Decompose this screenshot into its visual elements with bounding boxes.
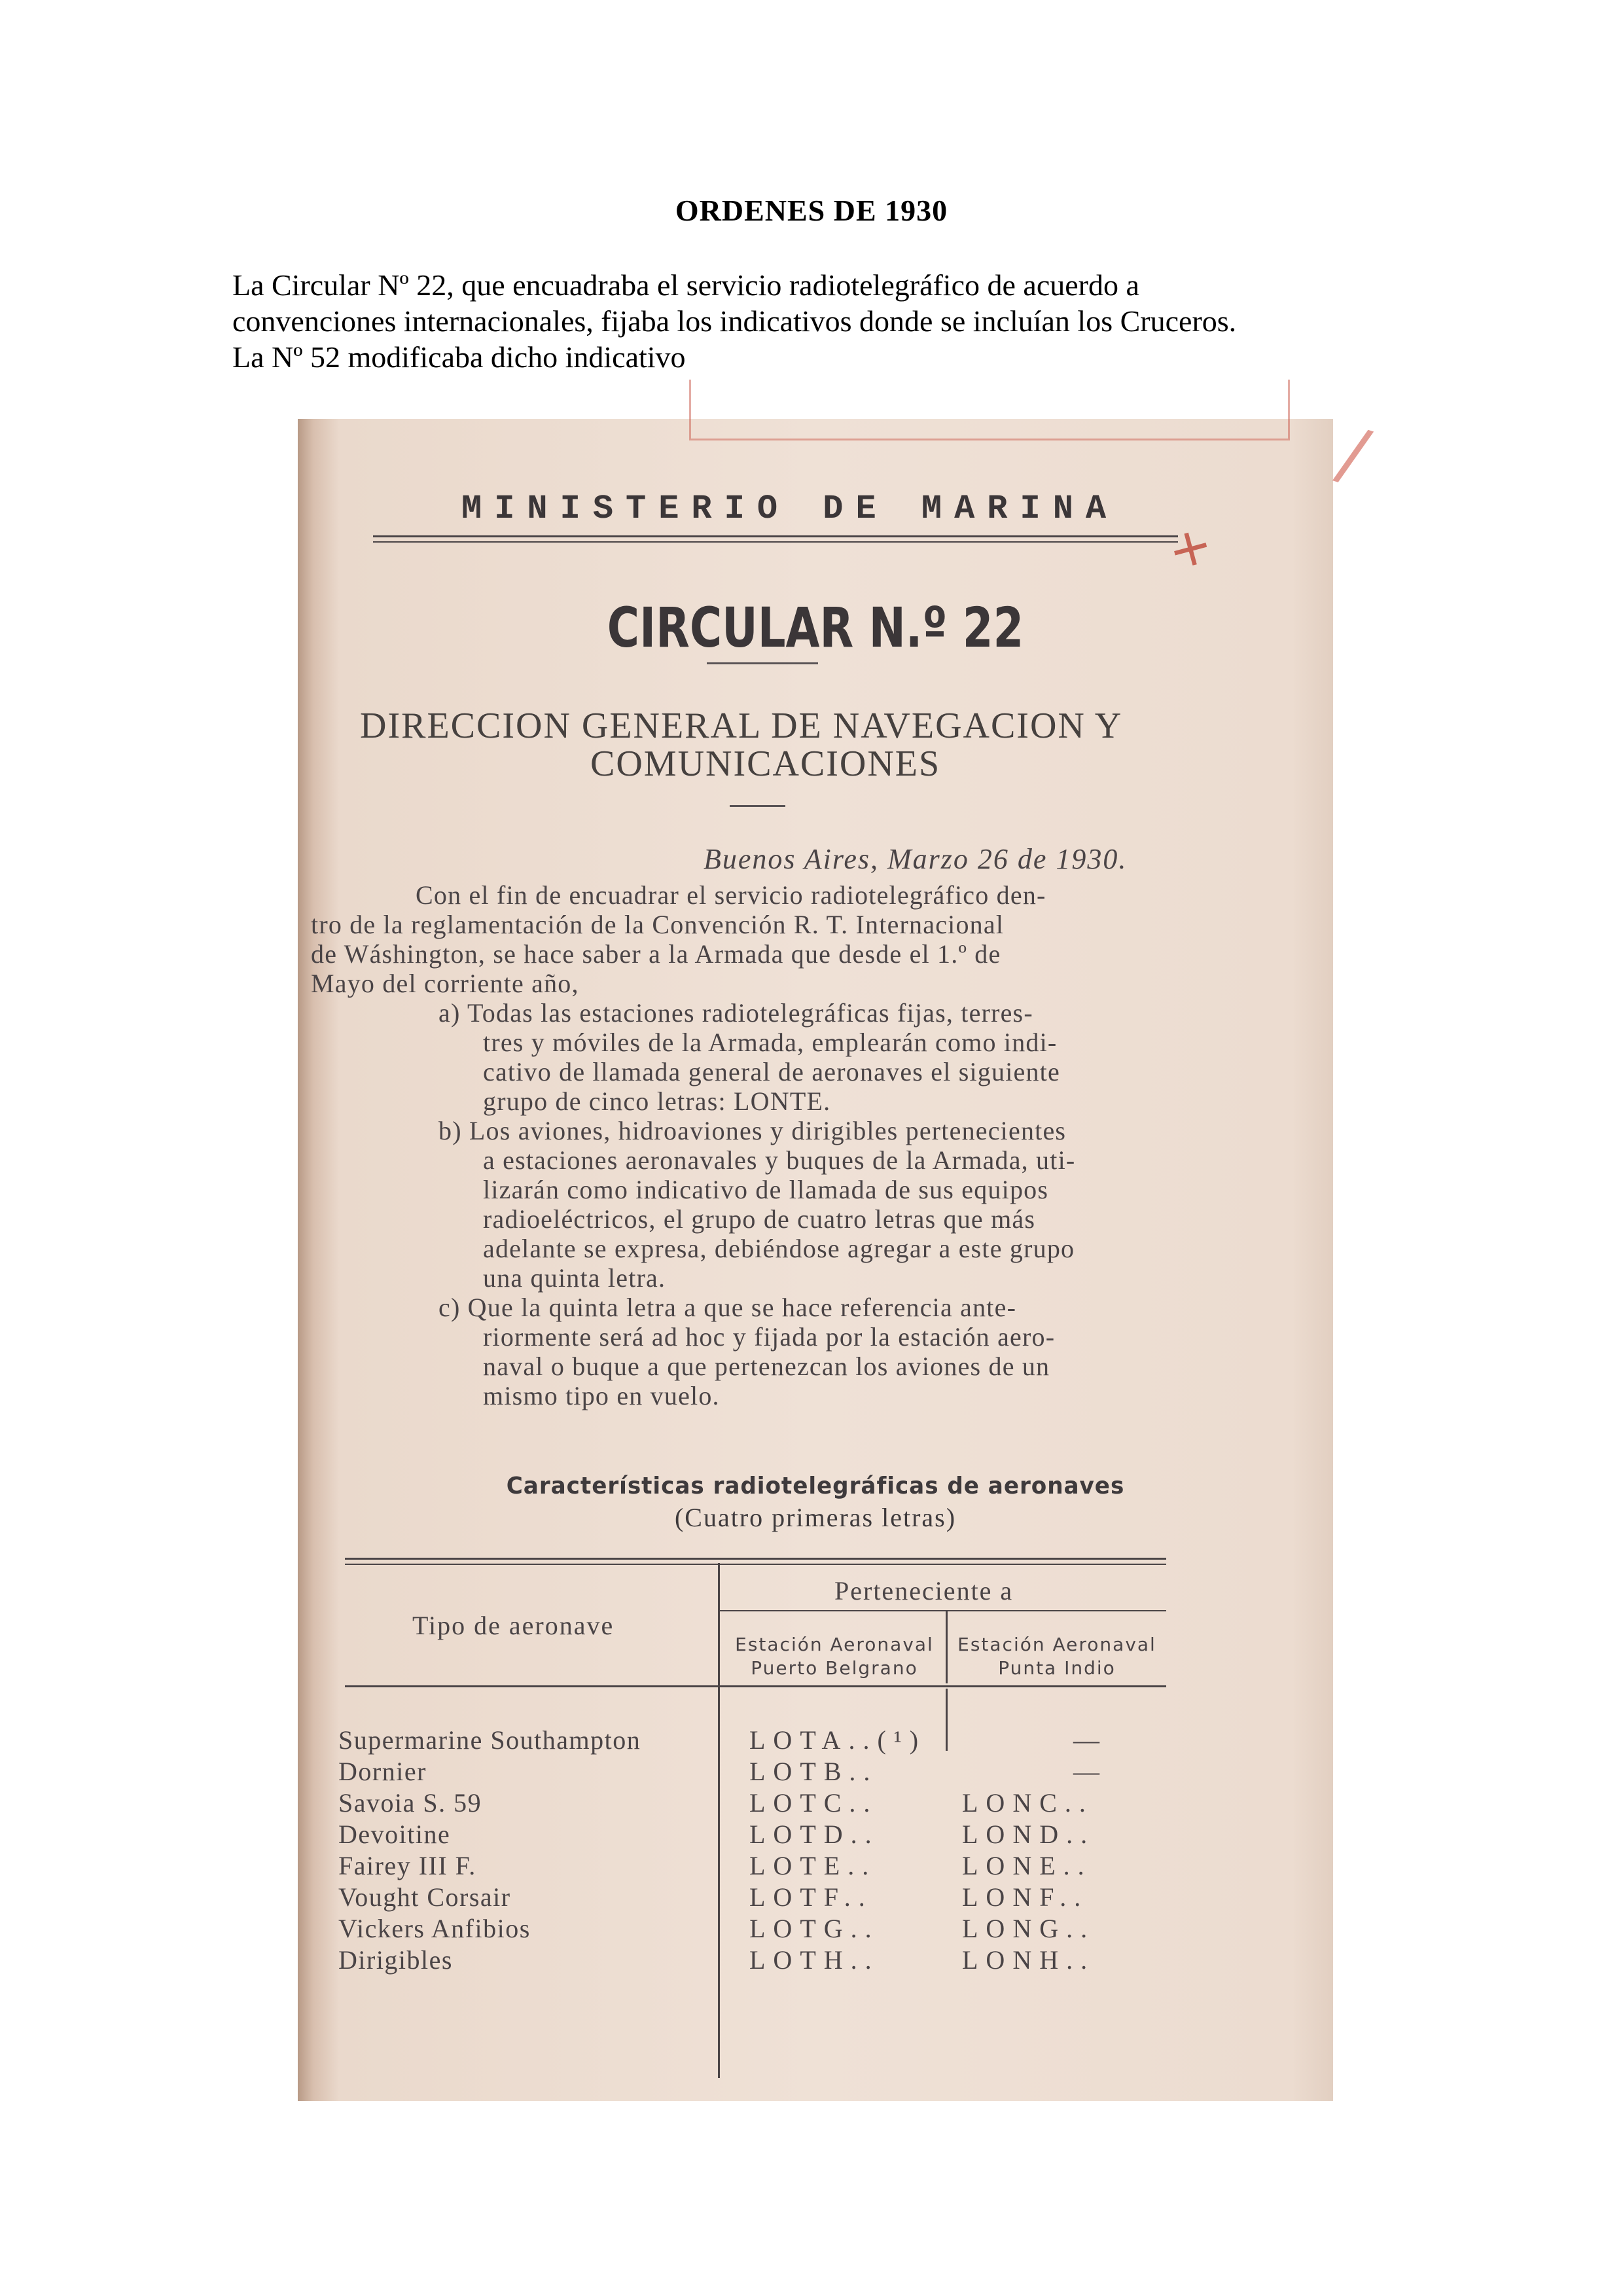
stamp-mark bbox=[689, 380, 1290, 440]
table-row bbox=[298, 1882, 1333, 1913]
cell-puerto-belgrano: LOTC.. bbox=[749, 1788, 878, 1818]
body-line: tres y móviles de la Armada, emplearán como indi- bbox=[483, 1028, 1058, 1057]
divider bbox=[730, 805, 785, 807]
cell-punta-indio: — bbox=[1073, 1757, 1099, 1786]
cell-punta-indio: LONG.. bbox=[962, 1914, 1096, 1943]
direccion-heading bbox=[360, 707, 1122, 783]
body-line: cativo de llamada general de aeronaves el siguiente bbox=[483, 1057, 1060, 1086]
table-row bbox=[298, 1945, 1333, 1976]
cell-puerto-belgrano: LOTE.. bbox=[749, 1851, 877, 1880]
column-divider bbox=[946, 1611, 948, 1683]
intro-line: convenciones internacionales, fijaba los indicativos donde se incluían los Cruceros. bbox=[232, 304, 1237, 338]
body-line: una quinta letra. bbox=[483, 1263, 666, 1293]
cell-punta-indio: — bbox=[1073, 1725, 1099, 1755]
header-line: Punta Indio bbox=[998, 1657, 1116, 1679]
handwritten-cross-mark: + bbox=[1161, 512, 1219, 583]
cell-puerto-belgrano: LOTH.. bbox=[749, 1945, 880, 1975]
cell-puerto-belgrano: LOTB.. bbox=[749, 1757, 878, 1786]
body-line: tro de la reglamentación de la Convención R. T. Internacional bbox=[311, 910, 1005, 939]
direccion-line: DIRECCION GENERAL DE NAVEGACION Y bbox=[360, 706, 1123, 746]
cell-punta-indio: LONC.. bbox=[962, 1788, 1094, 1818]
header-line: Estación Aeronaval bbox=[735, 1634, 934, 1655]
table-row bbox=[298, 1850, 1333, 1882]
heading-rule bbox=[373, 535, 1178, 543]
ministry-heading: MINISTERIO DE MARINA bbox=[461, 490, 1119, 528]
date-line: Buenos Aires, Marzo 26 de 1930. bbox=[704, 843, 1128, 875]
scanned-document-image bbox=[298, 410, 1378, 2101]
cell-punta-indio: LONF.. bbox=[962, 1882, 1089, 1912]
body-line: c) Que la quinta letra a que se hace referencia ante- bbox=[438, 1293, 1017, 1322]
cell-puerto-belgrano: LOTF.. bbox=[749, 1882, 873, 1912]
body-line: a) Todas las estaciones radiotelegráficas fijas, terres- bbox=[438, 998, 1033, 1028]
table-row bbox=[298, 1819, 1333, 1850]
column-header-tipo: Tipo de aeronave bbox=[412, 1611, 615, 1640]
table-title-block bbox=[298, 1473, 1333, 1533]
header-line: Puerto Belgrano bbox=[751, 1657, 918, 1679]
page-title: ORDENES DE 1930 bbox=[675, 194, 948, 227]
column-header-punta-indio bbox=[949, 1633, 1165, 1680]
intro-line: La Circular Nº 22, que encuadraba el servicio radiotelegráfico de acuerdo a bbox=[232, 268, 1139, 302]
body-line: adelante se expresa, debiéndose agregar a este grupo bbox=[483, 1234, 1075, 1263]
cell-tipo: Fairey III F. bbox=[338, 1851, 476, 1880]
body-line: naval o buque a que pertenezcan los aviones de un bbox=[483, 1352, 1050, 1381]
table-row bbox=[298, 1787, 1333, 1819]
body-line: mismo tipo en vuelo. bbox=[483, 1381, 720, 1410]
group-header-rule bbox=[720, 1610, 1166, 1611]
column-header-puerto-belgrano bbox=[726, 1633, 942, 1680]
column-header-perteneciente: Perteneciente a bbox=[834, 1576, 1014, 1605]
body-line: grupo de cinco letras: LONTE. bbox=[483, 1086, 831, 1116]
table-header-rule bbox=[345, 1685, 1166, 1687]
cell-tipo: Savoia S. 59 bbox=[338, 1788, 482, 1818]
cell-punta-indio: LONE.. bbox=[962, 1851, 1092, 1880]
cell-puerto-belgrano: LOTA..(¹) bbox=[749, 1725, 927, 1755]
body-line: riormente será ad hoc y fijada por la estación aero- bbox=[483, 1322, 1056, 1352]
divider bbox=[707, 662, 818, 664]
table-row bbox=[298, 1913, 1333, 1945]
body-line: a estaciones aeronavales y buques de la Armada, uti- bbox=[483, 1145, 1076, 1175]
cell-tipo: Dornier bbox=[338, 1757, 427, 1786]
body-line: radioeléctricos, el grupo de cuatro letras que más bbox=[483, 1204, 1036, 1234]
cell-tipo: Supermarine Southampton bbox=[338, 1725, 641, 1755]
body-line: de Wáshington, se hace saber a la Armada que desde el 1.º de bbox=[311, 939, 1001, 969]
intro-paragraph bbox=[232, 267, 1476, 375]
cell-tipo: Vought Corsair bbox=[338, 1882, 511, 1912]
direccion-line: COMUNICACIONES bbox=[590, 744, 941, 784]
cell-punta-indio: LONH.. bbox=[962, 1945, 1096, 1975]
intro-line: La Nº 52 modificaba dicho indicativo bbox=[232, 340, 686, 374]
circular-title: CIRCULAR N.º 22 bbox=[607, 596, 1024, 660]
header-line: Estación Aeronaval bbox=[957, 1634, 1156, 1655]
body-line: lizarán como indicativo de llamada de sus equipos bbox=[483, 1175, 1049, 1204]
cell-tipo: Vickers Anfibios bbox=[338, 1914, 531, 1943]
handwritten-mark: / bbox=[1329, 410, 1378, 498]
body-line: Mayo del corriente año, bbox=[311, 969, 579, 998]
table-title: Características radiotelegráficas de aeronaves bbox=[506, 1473, 1125, 1499]
table-top-rule bbox=[345, 1558, 1166, 1565]
cell-puerto-belgrano: LOTG.. bbox=[749, 1914, 880, 1943]
table-row bbox=[298, 1725, 1333, 1756]
body-line: b) Los aviones, hidroaviones y dirigibles pertenecientes bbox=[438, 1116, 1067, 1145]
cell-punta-indio: LOND.. bbox=[962, 1820, 1096, 1849]
table-row bbox=[298, 1756, 1333, 1787]
cell-tipo: Dirigibles bbox=[338, 1945, 453, 1975]
body-line: Con el fin de encuadrar el servicio radiotelegráfico den- bbox=[416, 880, 1046, 910]
cell-tipo: Devoitine bbox=[338, 1820, 451, 1849]
table-subtitle: (Cuatro primeras letras) bbox=[674, 1503, 957, 1532]
cell-puerto-belgrano: LOTD.. bbox=[749, 1820, 880, 1849]
